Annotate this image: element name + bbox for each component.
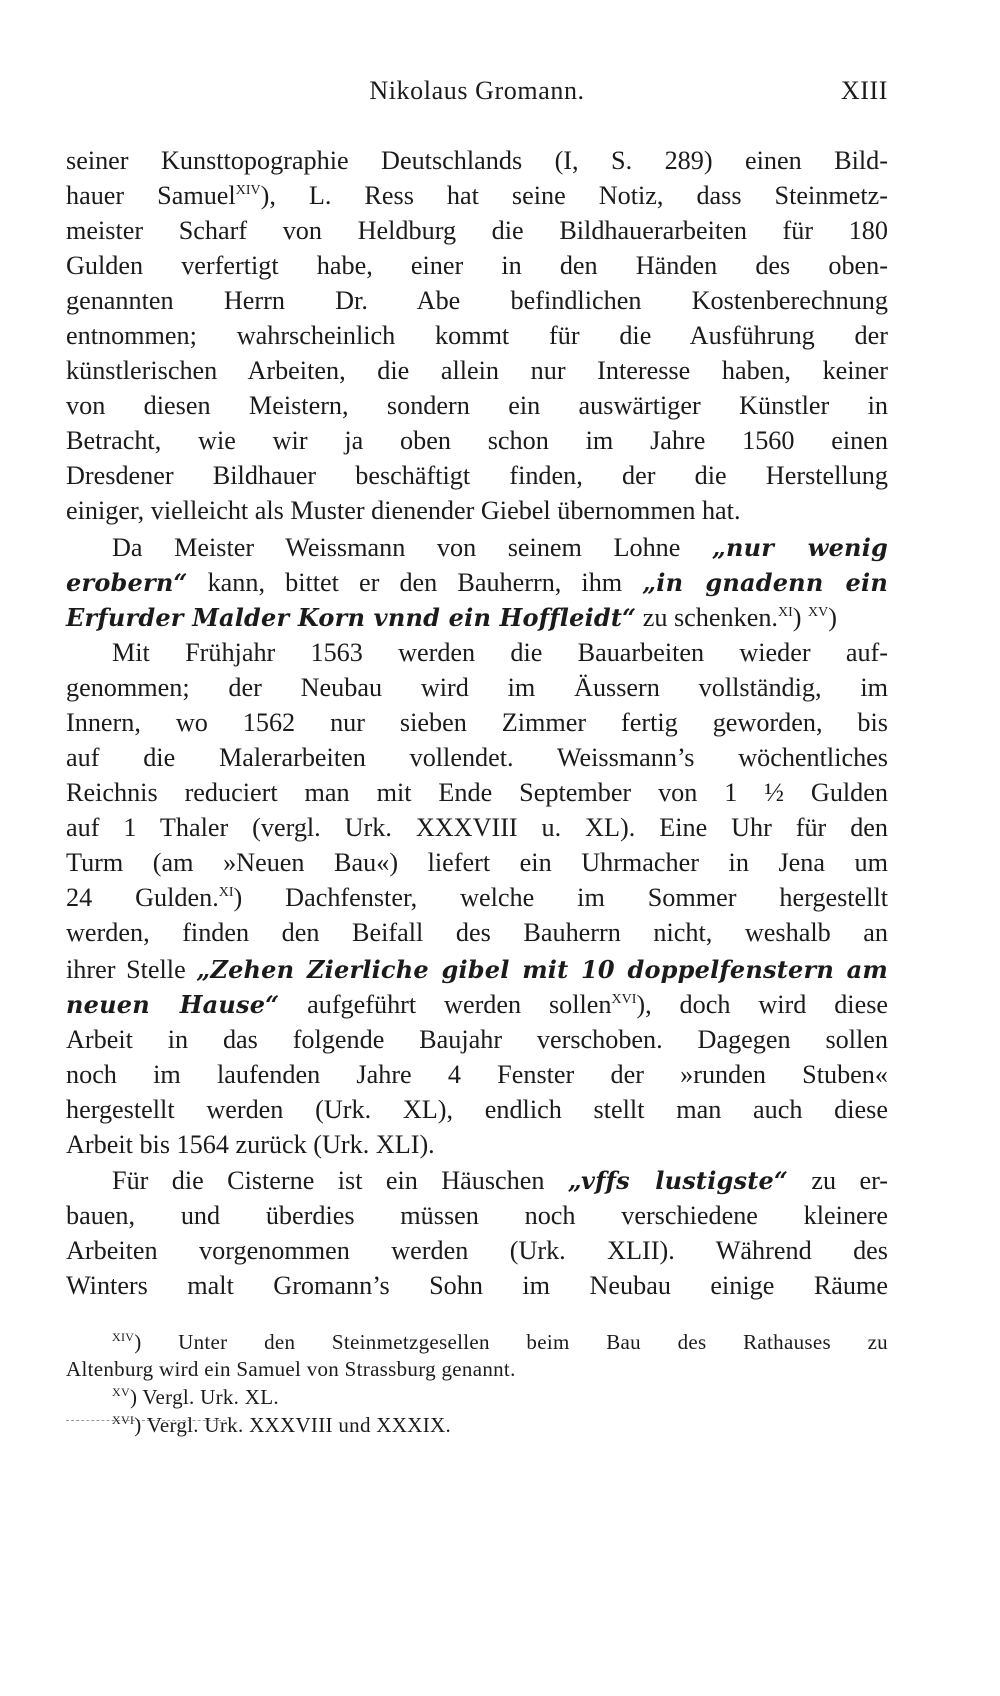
body-line: hergestellt werden (Urk. XL), endlich stellt man auch diese [66, 1095, 888, 1124]
body-line: Turm (am »Neuen Bau«) liefert ein Uhrmacher in Jena um [66, 848, 888, 877]
quoted-fraktur: „vffs lustigste“ [567, 1166, 788, 1195]
quoted-fraktur: „nur wenig [711, 533, 888, 562]
quoted-fraktur: „Zehen Zierliche gibel mit 10 doppelfenstern am [196, 955, 888, 984]
quoted-fraktur: erobern“ [66, 568, 188, 597]
body-line: erobern“ kann, bittet er den Bauherrn, ihm „in gnadenn ein [66, 568, 888, 597]
body-line: auf 1 Thaler (vergl. Urk. XXXVIII u. XL). Eine Uhr für den [66, 813, 888, 842]
quoted-fraktur: „in gnadenn ein [642, 568, 888, 597]
running-head [66, 76, 888, 116]
footnote: Altenburg wird ein Samuel von Strassburg genannt. [66, 1357, 516, 1381]
body-line: genannten Herrn Dr. Abe befindlichen Kostenberechnung [66, 286, 888, 315]
footnote-ref: XV [808, 605, 829, 620]
footnote: $^{XVI}$) Vergl. Urk. XXXVIII und XXXIX. [112, 1413, 452, 1437]
footnote-ref: XI [218, 885, 234, 900]
body-line: einiger, vielleicht als Muster dienender Giebel übernommen hat. [66, 496, 741, 525]
footnote: $^{XIV}$) Unter den Steinmetzgesellen beim Bau des Rathauses zu [112, 1330, 888, 1354]
body-line: Mit Frühjahr 1563 werden die Bauarbeiten wieder auf- [112, 638, 888, 667]
body-line: Arbeit bis 1564 zurück (Urk. XLI). [66, 1130, 435, 1159]
body-line: Arbeit in das folgende Baujahr verschoben. Dagegen sollen [66, 1025, 888, 1054]
body-line: ihrer Stelle „Zehen Zierliche gibel mit 10 doppelfenstern am [66, 955, 888, 984]
footnote-ref: XVI [611, 992, 637, 1007]
quoted-fraktur: Erfurder Malder Korn vnnd ein Hoffleidt“ [66, 603, 637, 632]
footnote-ref: XIV [235, 183, 261, 198]
body-line: von diesen Meistern, sondern ein auswärtiger Künstler in [66, 391, 888, 420]
body-line: meister Scharf von Heldburg die Bildhauerarbeiten für 180 [66, 216, 888, 245]
footnote-marker: XVI [112, 1413, 135, 1427]
body-line: Betracht, wie wir ja oben schon im Jahre 1560 einen [66, 426, 888, 455]
running-title: Nikolaus Gromann. [369, 76, 585, 105]
body-line: hauer Samuel$^{XIV}$), L. Ress hat seine Notiz, dass Steinmetz- [66, 181, 888, 210]
body-line: werden, finden den Beifall des Bauherrn nicht, weshalb an [66, 918, 888, 947]
body-line: Winters malt Gromann’s Sohn im Neubau einige Räume [66, 1271, 888, 1300]
page-number: XIII [840, 76, 888, 105]
body-line: Für die Cisterne ist ein Häuschen „vffs lustigste“ zu er- [112, 1166, 888, 1195]
body-line: Reichnis reduciert man mit Ende September von 1 ½ Gulden [66, 778, 888, 807]
body-line: Gulden verfertigt habe, einer in den Händen des oben- [66, 251, 888, 280]
body-line: entnommen; wahrscheinlich kommt für die Ausführung der [66, 321, 888, 350]
body-line: noch im laufenden Jahre 4 Fenster der »runden Stuben« [66, 1060, 888, 1089]
body-line: genommen; der Neubau wird im Äussern vollständig, im [66, 673, 888, 702]
body-line: Da Meister Weissmann von seinem Lohne „nur wenig [112, 533, 888, 562]
body-line: bauen, und überdies müssen noch verschiedene kleinere [66, 1201, 888, 1230]
quoted-fraktur: neuen Hause“ [66, 990, 280, 1019]
body-line: künstlerischen Arbeiten, die allein nur Interesse haben, keiner [66, 356, 888, 385]
body-line: neuen Hause“ aufgeführt werden sollen$^{XVI}$), doch wird diese [66, 990, 889, 1019]
footnote-ref: XI [777, 605, 793, 620]
body-line: seiner Kunsttopographie Deutschlands (I, S. 289) einen Bild- [66, 146, 888, 175]
footnote-marker: XIV [112, 1330, 135, 1344]
body-line: Dresdener Bildhauer beschäftigt finden, der die Herstellung [66, 461, 888, 490]
body-line: 24 Gulden.$^{XI}$) Dachfenster, welche im Sommer hergestellt [66, 883, 888, 912]
body-line: Innern, wo 1562 nur sieben Zimmer fertig geworden, bis [66, 708, 888, 737]
footnote: $^{XV}$) Vergl. Urk. XL. [112, 1385, 279, 1409]
body-line: Erfurder Malder Korn vnnd ein Hoffleidt“ zu schenken.$^{XI}$) $^{XV}$) [66, 603, 837, 632]
body-line: auf die Malerarbeiten vollendet. Weissmann’s wöchentliches [66, 743, 888, 772]
body-line: Arbeiten vorgenommen werden (Urk. XLII). Während des [66, 1236, 888, 1265]
footnote-marker: XV [112, 1385, 130, 1399]
